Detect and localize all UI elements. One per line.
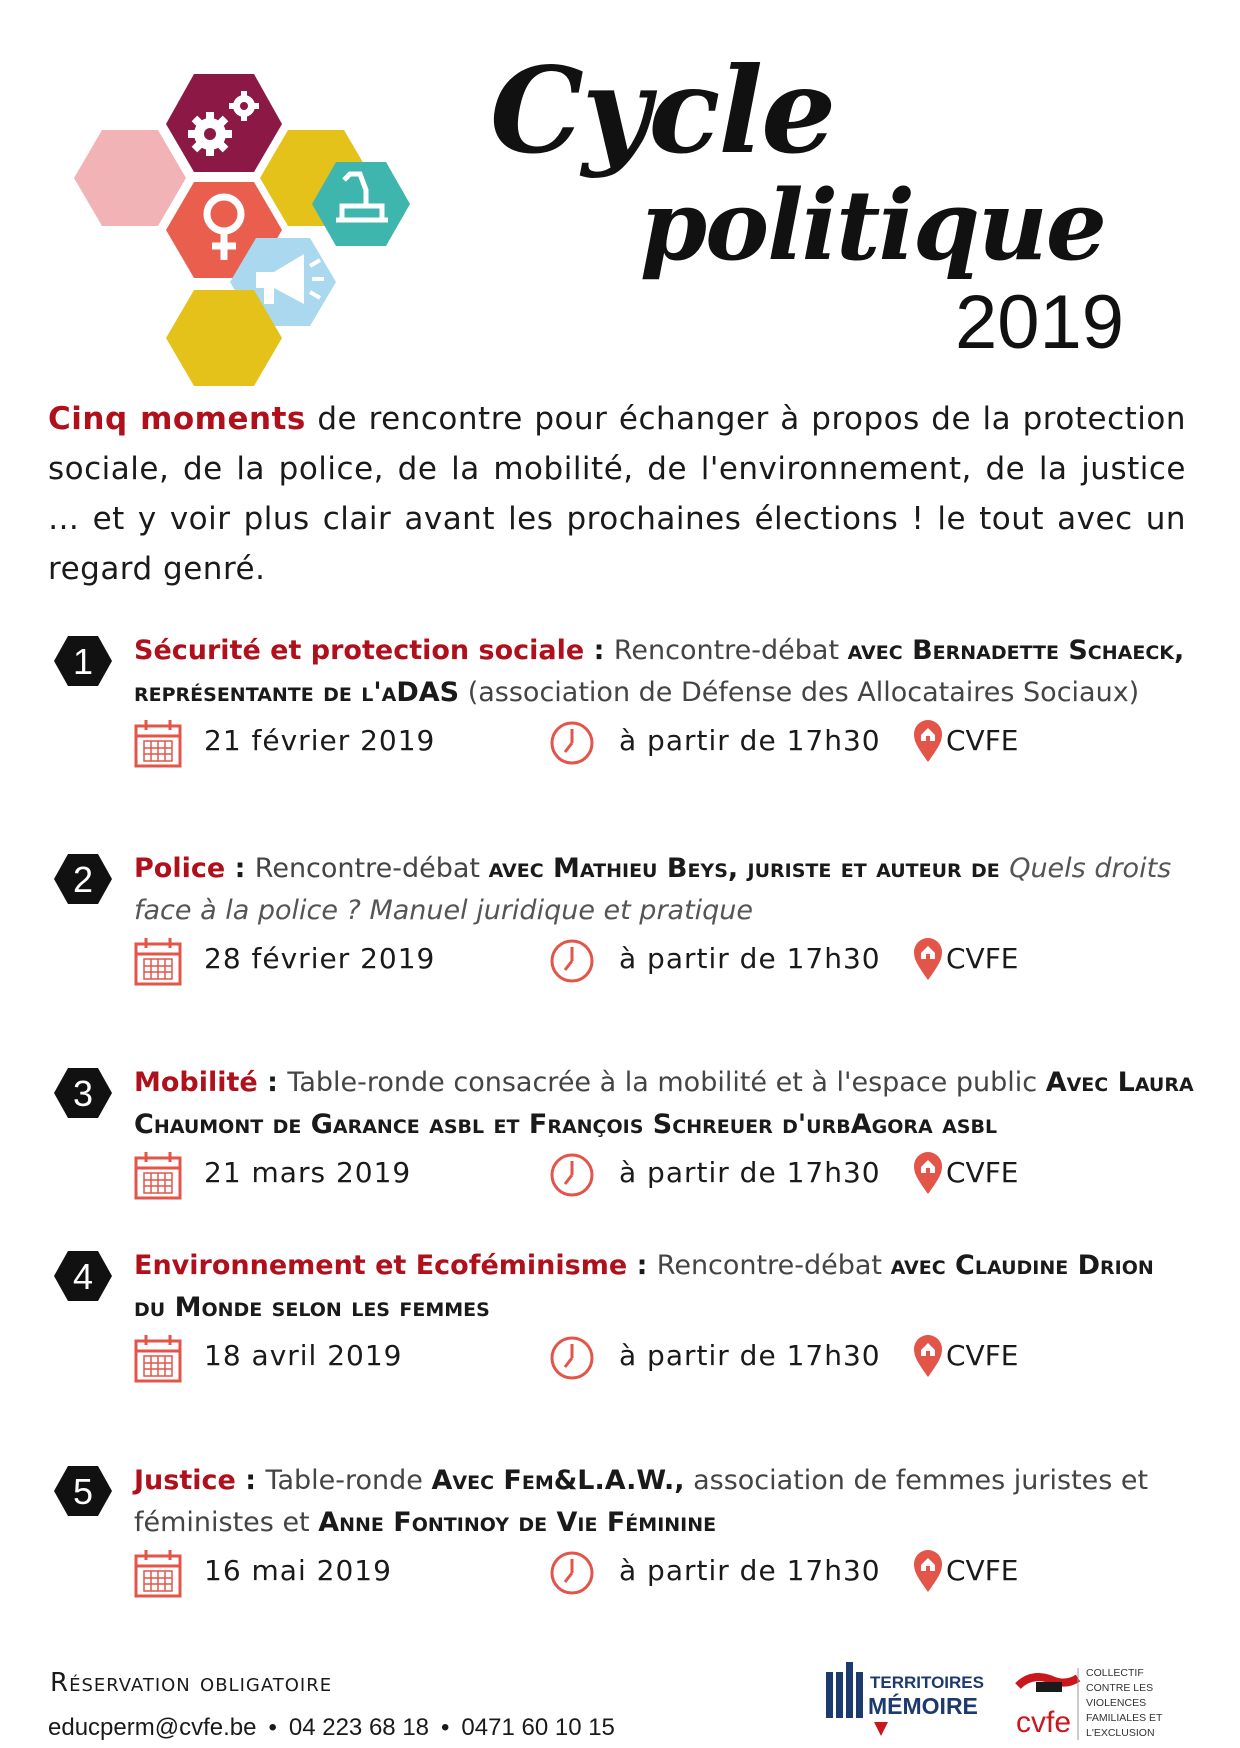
event-number: 4 xyxy=(72,1256,94,1297)
title-year: 2019 xyxy=(955,280,1125,365)
contact-bullet: • xyxy=(268,1714,277,1741)
calendar-icon xyxy=(134,936,182,986)
event-title: Mobilité xyxy=(134,1067,258,1098)
event-details xyxy=(134,1333,1194,1385)
reservation-note: Réservation obligatoire xyxy=(50,1668,333,1698)
event-title: Police xyxy=(134,853,226,884)
clock-icon xyxy=(549,1550,595,1596)
title-politique: politique xyxy=(640,169,1105,282)
event-description-part: Table-ronde consacrée à la mobilité et à l'espace public xyxy=(287,1067,1046,1098)
event-description xyxy=(134,1245,1194,1329)
event-title-separator: : xyxy=(584,635,614,666)
event-number: 1 xyxy=(72,641,94,682)
event-place: CVFE xyxy=(946,1339,1019,1372)
hexagon-badge-icon xyxy=(52,1062,114,1124)
contact-phone-1[interactable]: 04 223 68 18 xyxy=(288,1714,430,1741)
location-pin-icon xyxy=(912,936,944,982)
event-details xyxy=(134,1150,1194,1202)
event-title: Justice xyxy=(134,1465,236,1496)
event-number-badge xyxy=(52,848,114,910)
event-description xyxy=(134,1460,1194,1544)
logo-tm-line2: MÉMOIRE xyxy=(868,1693,978,1719)
event-date: 18 avril 2019 xyxy=(204,1339,403,1372)
cvfe-desc-line: CONTRE LES xyxy=(1086,1682,1154,1694)
calendar-icon xyxy=(134,1333,182,1383)
cvfe-desc-line: COLLECTIF xyxy=(1086,1667,1144,1679)
event-description xyxy=(134,630,1194,714)
hexagon-badge-icon xyxy=(52,1460,114,1522)
event-number: 3 xyxy=(72,1073,94,1114)
event-title: Sécurité et protection sociale xyxy=(134,635,585,666)
event-description-part: avec Claudine Drion du Monde selon les femmes xyxy=(134,1250,1154,1323)
contact-line xyxy=(48,1714,615,1742)
event-time: à partir de 17h30 xyxy=(619,942,881,975)
event-details xyxy=(134,1548,1194,1600)
hexagon-badge-icon xyxy=(52,1245,114,1307)
contact-bullet: • xyxy=(441,1714,450,1741)
territoires-memoire-logo xyxy=(826,1662,1006,1742)
cvfe-desc-line: FAMILIALES ET xyxy=(1086,1712,1163,1724)
event-time: à partir de 17h30 xyxy=(619,1339,881,1372)
event-place: CVFE xyxy=(946,1554,1019,1587)
cvfe-desc-line: VIOLENCES xyxy=(1086,1697,1147,1709)
event-place: CVFE xyxy=(946,942,1019,975)
event-description-part: avec Mathieu Beys, juriste et auteur de xyxy=(488,853,1010,884)
intro-text: de rencontre pour échanger à propos de la protection sociale, de la police, de la mobilité, de l'environnement, de la justice … et y voir plus clair avant les prochaines élections ! le tout avec un regard genré. xyxy=(48,401,1186,587)
event-date: 28 février 2019 xyxy=(204,942,436,975)
event-date: 21 mars 2019 xyxy=(204,1156,412,1189)
event-title-separator: : xyxy=(627,1250,657,1281)
event-description-part: Rencontre-débat xyxy=(613,635,848,666)
cvfe-logo xyxy=(1012,1660,1182,1744)
hexagon-pink xyxy=(74,130,186,226)
calendar-icon xyxy=(134,1150,182,1200)
title-cycle: Cycle xyxy=(490,41,835,180)
calendar-icon xyxy=(134,718,182,768)
event-description-part: (association de Défense des Allocataires Sociaux) xyxy=(459,677,1140,708)
event-details xyxy=(134,936,1194,988)
event-number: 2 xyxy=(72,859,94,900)
event-description xyxy=(134,1062,1194,1146)
event-details xyxy=(134,718,1194,770)
calendar-icon xyxy=(134,1548,182,1598)
hexagon-badge-icon xyxy=(52,848,114,910)
event-title-separator: : xyxy=(235,1465,266,1496)
logo-tm-line1: TERRITOIRES xyxy=(870,1673,984,1692)
event-title-separator: : xyxy=(257,1067,288,1098)
cvfe-desc-line: L'EXCLUSION xyxy=(1086,1727,1155,1739)
event-description xyxy=(134,848,1194,932)
event-title: Environnement et Ecoféminisme xyxy=(134,1250,628,1281)
svg-text:COLLECTIF CONTRE LES V xyxy=(1086,1667,1165,1739)
location-pin-icon xyxy=(912,718,944,764)
intro-paragraph xyxy=(48,394,1186,594)
event-time: à partir de 17h30 xyxy=(619,1156,881,1189)
event-description-part: Anne Fontinoy de Vie Féminine xyxy=(318,1507,717,1538)
event-description-part: Avec Laura Chaumont de Garance asbl et François Schreuer d'urbAgora asbl xyxy=(134,1067,1194,1140)
event-number-badge xyxy=(52,630,114,692)
event-description-part: Rencontre-débat xyxy=(254,853,489,884)
event-number-badge xyxy=(52,1062,114,1124)
event-date: 16 mai 2019 xyxy=(204,1554,392,1587)
hexagon-badge-icon xyxy=(52,630,114,692)
location-pin-icon xyxy=(912,1548,944,1594)
logo-cvfe-text: cvfe xyxy=(1016,1706,1072,1739)
event-number-badge xyxy=(52,1245,114,1307)
event-place: CVFE xyxy=(946,724,1019,757)
event-description-part: Table-ronde xyxy=(265,1465,432,1496)
location-pin-icon xyxy=(912,1150,944,1196)
clock-icon xyxy=(549,938,595,984)
clock-icon xyxy=(549,1152,595,1198)
location-pin-icon xyxy=(912,1333,944,1379)
hexagon-logo xyxy=(60,68,480,388)
event-place: CVFE xyxy=(946,1156,1019,1189)
event-date: 21 février 2019 xyxy=(204,724,436,757)
event-time: à partir de 17h30 xyxy=(619,724,881,757)
event-description-part: Avec Fem&L.A.W., xyxy=(431,1465,685,1496)
event-number-badge xyxy=(52,1460,114,1522)
clock-icon xyxy=(549,720,595,766)
event-time: à partir de 17h30 xyxy=(619,1554,881,1587)
intro-highlight: Cinq moments xyxy=(48,401,306,437)
event-description-part: Quels droits face à la police ? Manuel juridique et pratique xyxy=(134,853,1172,926)
event-number: 5 xyxy=(72,1471,94,1512)
contact-phone-2[interactable]: 0471 60 10 15 xyxy=(461,1714,615,1741)
event-description-part: Rencontre-débat xyxy=(656,1250,891,1281)
clock-icon xyxy=(549,1335,595,1381)
event-description-part: avec Bernadette Schaeck, représentante de l'aDAS xyxy=(134,635,1185,708)
contact-email[interactable]: educperm@cvfe.be xyxy=(48,1714,257,1741)
event-title-separator: : xyxy=(225,853,255,884)
event-description-part: association de femmes juristes et féministes et xyxy=(134,1465,1149,1538)
